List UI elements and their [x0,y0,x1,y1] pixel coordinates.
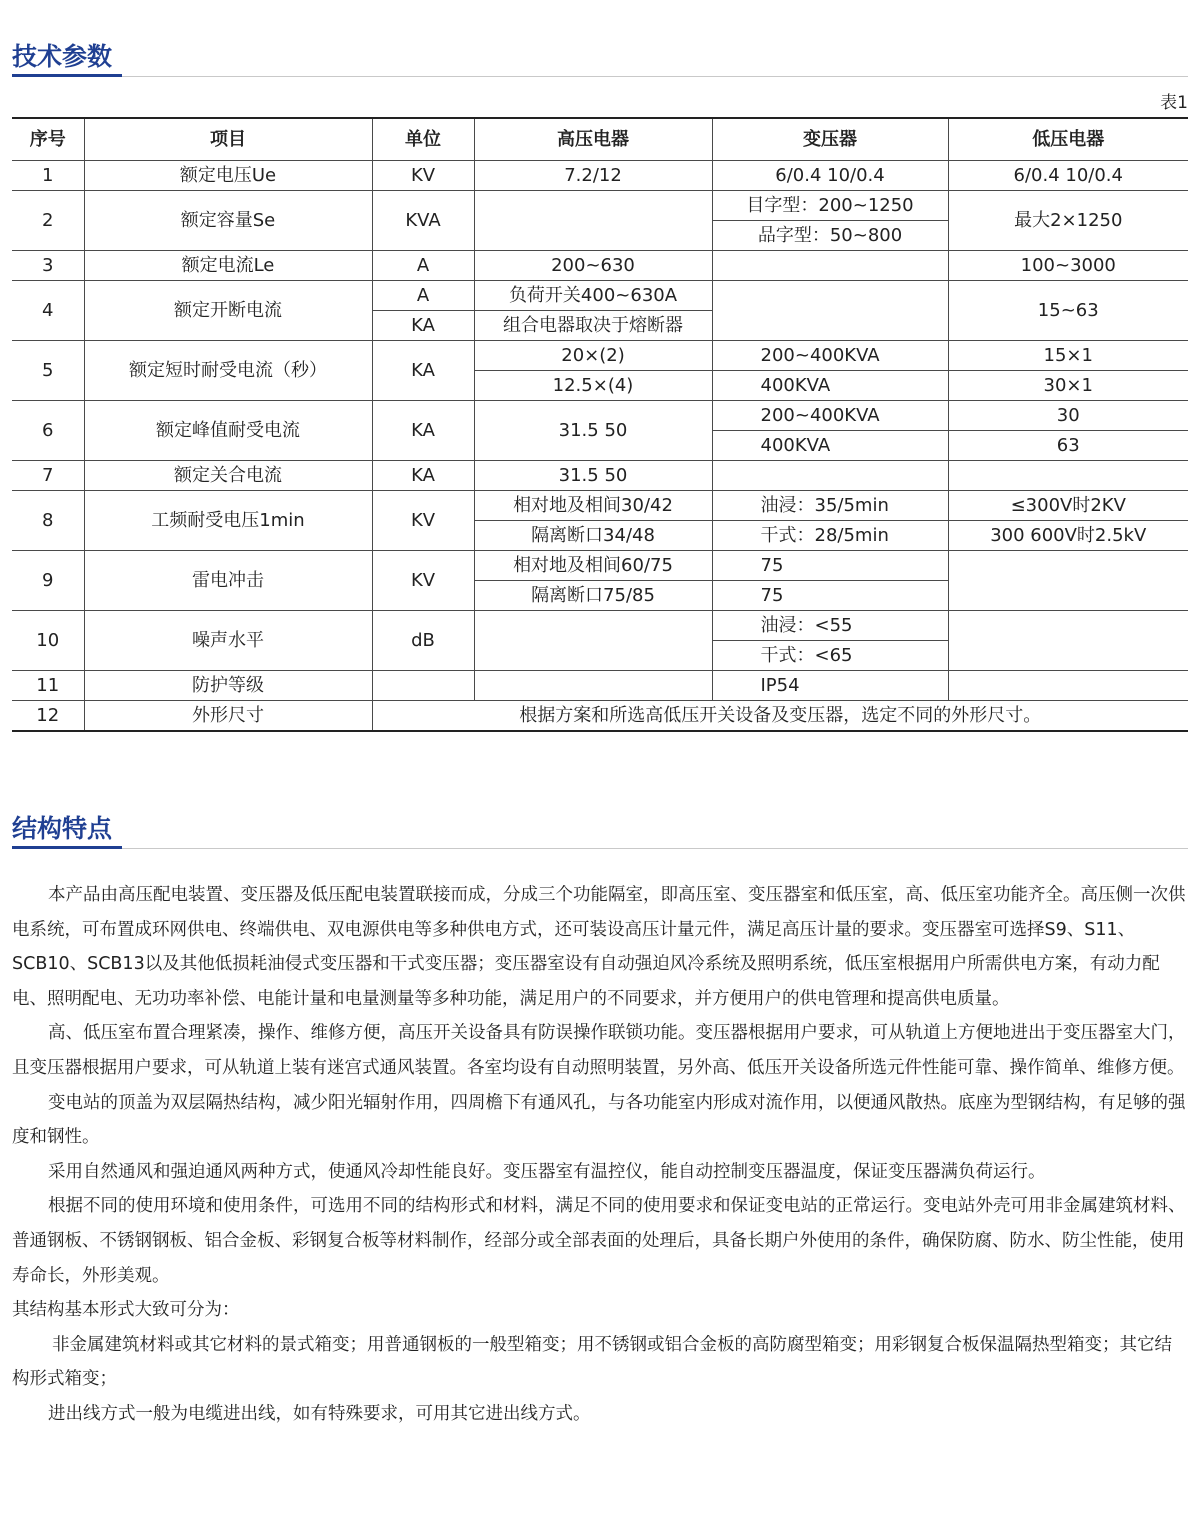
unit-cell: KVA [372,191,474,251]
lv-cell: ≤300V时2KV [948,491,1188,521]
table-row [12,611,1188,641]
lv-cell: 15~63 [948,281,1188,341]
item-cell: 额定电流Le [84,251,372,281]
transformer-cell: 400KVA [712,371,948,401]
header-cell: 单位 [372,118,474,161]
table-header-row [12,118,1188,161]
hv-cell [474,671,712,701]
row-number: 2 [12,191,84,251]
lv-cell: 63 [948,431,1188,461]
row-number: 3 [12,251,84,281]
transformer-cell: 75 [712,581,948,611]
row-number: 1 [12,161,84,191]
hv-cell: 12.5×(4) [474,371,712,401]
hv-cell [474,191,712,251]
unit-cell: A [372,251,474,281]
table-row [12,281,1188,311]
structure-description [12,878,1188,1432]
item-cell: 防护等级 [84,671,372,701]
table-row [12,191,1188,221]
hv-cell [474,611,712,671]
lv-cell: 30 [948,401,1188,431]
transformer-cell: 干式：<65 [712,641,948,671]
lv-cell: 最大2×1250 [948,191,1188,251]
transformer-cell: 油浸：35/5min [712,491,948,521]
hv-cell: 20×(2) [474,341,712,371]
lv-cell [948,461,1188,491]
transformer-cell: 品字型：50~800 [712,221,948,251]
tech-params-header [12,40,1188,80]
hv-cell: 31.5 50 [474,461,712,491]
table-row [12,491,1188,521]
table-note: 表1 [1160,93,1188,113]
paragraph: 根据不同的使用环境和使用条件，可选用不同的结构形式和材料，满足不同的使用要求和保证变电站的正常运行。变电站外壳可用非金属建筑材料、普通钢板、不锈钢钢板、铝合金板、彩钢复合板等材料制作，经部分或全部表面的处理后，具备长期户外使用的条件，确保防腐、防水、防尘性能，使用寿命长，外形美观。 [12,1196,1186,1286]
section-title: 技术参数 [12,42,113,71]
transformer-cell: IP54 [712,671,948,701]
item-cell: 外形尺寸 [84,701,372,732]
lv-cell [948,611,1188,671]
transformer-cell: 75 [712,551,948,581]
hv-cell: 200~630 [474,251,712,281]
item-cell: 额定电压Ue [84,161,372,191]
spec-table [12,117,1188,732]
divider [12,76,1188,77]
transformer-cell: 200~400KVA [712,341,948,371]
structure-header [12,812,1188,852]
row-number: 6 [12,401,84,461]
item-cell: 额定开断电流 [84,281,372,341]
transformer-cell: 目字型：200~1250 [712,191,948,221]
unit-cell: KA [372,461,474,491]
transformer-cell: 油浸：<55 [712,611,948,641]
paragraph: 高、低压室布置合理紧凑，操作、维修方便，高压开关设备具有防误操作联锁功能。变压器根据用户要求，可从轨道上方便地进出于变压器室大门，且变压器根据用户要求，可从轨道上装有迷宫式通风装置。各室均设有自动照明装置，另外高、低压开关设备所选元件性能可靠、操作简单、维修方便。 [12,1023,1186,1078]
table-row [12,401,1188,431]
table-row [12,341,1188,371]
transformer-cell [712,281,948,341]
hv-cell: 隔离断口34/48 [474,521,712,551]
row-number: 5 [12,341,84,401]
transformer-cell: 200~400KVA [712,401,948,431]
hv-cell: 负荷开关400~630A [474,281,712,311]
row-number: 10 [12,611,84,671]
hv-cell: 相对地及相间60/75 [474,551,712,581]
lv-cell: 300 600V时2.5kV [948,521,1188,551]
item-cell: 额定容量Se [84,191,372,251]
table-row [12,161,1188,191]
unit-cell: KA [372,311,474,341]
row-number: 7 [12,461,84,491]
title-underline [12,74,122,77]
paragraph: 本产品由高压配电装置、变压器及低压配电装置联接而成，分成三个功能隔室，即高压室、变压器室和低压室，高、低压室功能齐全。高压侧一次供电系统，可布置成环网供电、终端供电、双电源供电等多种供电方式，还可装设高压计量元件，满足高压计量的要求。变压器室可选择S9、S11、SCB10、SCB13以及其他低损耗油侵式变压器和干式变压器；变压器室设有自动强迫风冷系统及照明系统，低压室根据用户所需供电方案，有动力配电、照明配电、无功功率补偿、电能计量和电量测量等多种功能，满足用户的不同要求，并方便用户的供电管理和提高供电质量。 [12,885,1186,1009]
hv-cell: 7.2/12 [474,161,712,191]
unit-cell: KV [372,161,474,191]
paragraph: 非金属建筑材料或其它材料的景式箱变；用普通钢板的一般型箱变；用不锈钢或铝合金板的高防腐型箱变；用彩钢复合板保温隔热型箱变；其它结构形式箱变； [12,1334,1172,1390]
unit-cell: KV [372,551,474,611]
row-number: 8 [12,491,84,551]
unit-cell: A [372,281,474,311]
lv-cell: 30×1 [948,371,1188,401]
divider [12,848,1188,849]
unit-cell: KV [372,491,474,551]
item-cell: 工频耐受电压1min [84,491,372,551]
hv-cell: 隔离断口75/85 [474,581,712,611]
lv-cell [948,551,1188,611]
unit-cell: KA [372,401,474,461]
row-number: 12 [12,701,84,732]
unit-cell [372,671,474,701]
hv-cell: 31.5 50 [474,401,712,461]
header-cell: 序号 [12,118,84,161]
header-cell: 变压器 [712,118,948,161]
lv-cell: 6/0.4 10/0.4 [948,161,1188,191]
paragraph: 进出线方式一般为电缆进出线，如有特殊要求，可用其它进出线方式。 [48,1403,591,1424]
table-row [12,551,1188,581]
item-cell: 额定峰值耐受电流 [84,401,372,461]
header-cell: 低压电器 [948,118,1188,161]
transformer-cell: 干式：28/5min [712,521,948,551]
row-number: 4 [12,281,84,341]
hv-cell: 组合电器取决于熔断器 [474,311,712,341]
item-cell: 雷电冲击 [84,551,372,611]
table-row [12,671,1188,701]
lv-cell: 100~3000 [948,251,1188,281]
header-cell: 高压电器 [474,118,712,161]
transformer-cell: 6/0.4 10/0.4 [712,161,948,191]
table-row [12,701,1188,732]
item-cell: 噪声水平 [84,611,372,671]
title-underline [12,846,122,849]
dimension-note-cell: 根据方案和所选高低压开关设备及变压器，选定不同的外形尺寸。 [372,701,1188,732]
lv-cell [948,671,1188,701]
section-title: 结构特点 [12,814,113,843]
unit-cell: KA [372,341,474,401]
hv-cell: 相对地及相间30/42 [474,491,712,521]
item-cell: 额定关合电流 [84,461,372,491]
table-row [12,461,1188,491]
item-cell: 额定短时耐受电流（秒） [84,341,372,401]
paragraph: 变电站的顶盖为双层隔热结构，减少阳光辐射作用，四周檐下有通风孔，与各功能室内形成对流作用，以便通风散热。底座为型钢结构，有足够的强度和钢性。 [12,1092,1186,1148]
paragraph: 采用自然通风和强迫通风两种方式，使通风冷却性能良好。变压器室有温控仪，能自动控制变压器温度，保证变压器满负荷运行。 [48,1161,1046,1182]
paragraph: 其结构基本形式大致可分为： [12,1300,240,1321]
transformer-cell [712,461,948,491]
transformer-cell: 400KVA [712,431,948,461]
row-number: 11 [12,671,84,701]
transformer-cell [712,251,948,281]
unit-cell: dB [372,611,474,671]
header-cell: 项目 [84,118,372,161]
lv-cell: 15×1 [948,341,1188,371]
table-row [12,251,1188,281]
row-number: 9 [12,551,84,611]
